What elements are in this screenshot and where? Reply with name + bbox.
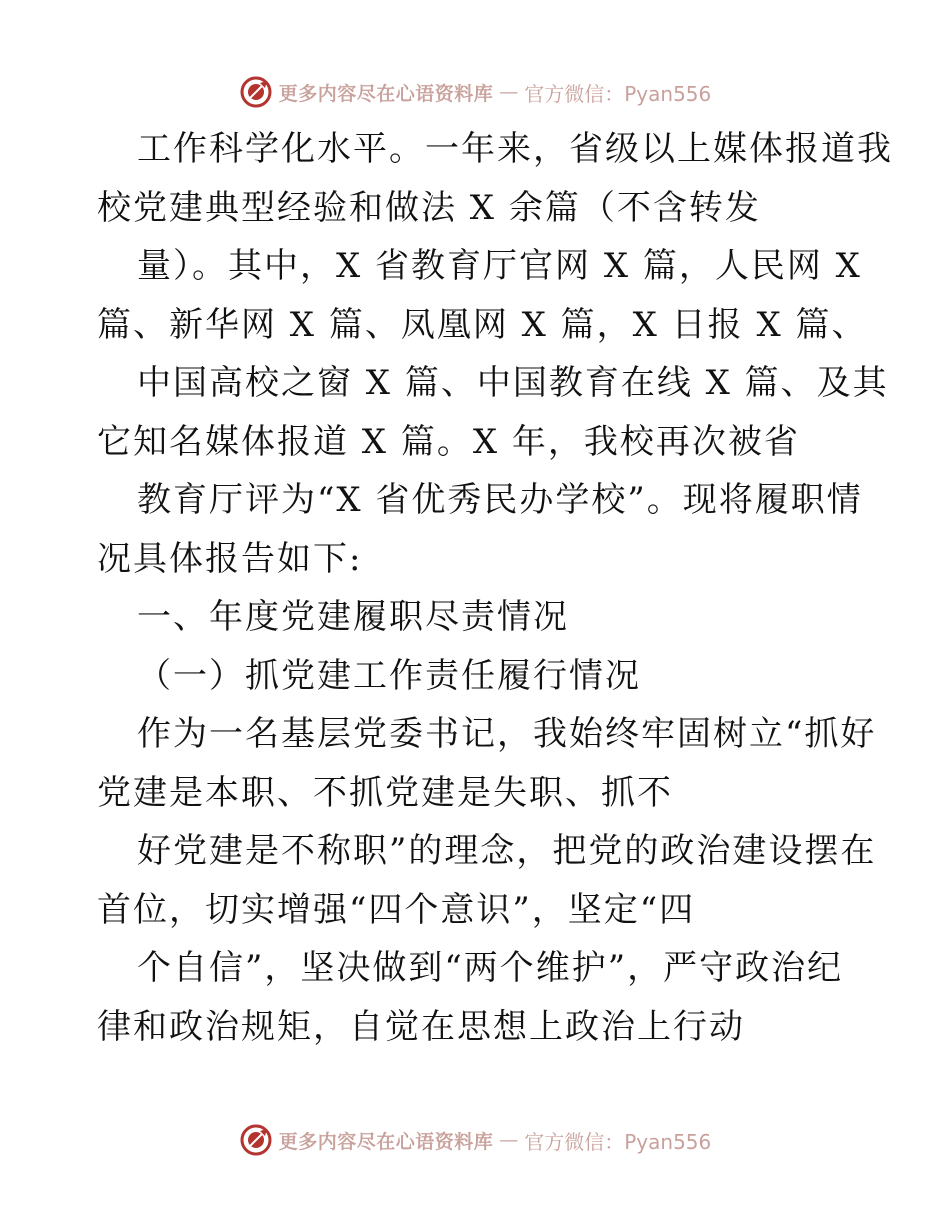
text-line: 校党建典型经验和做法 X 余篇（不含转发 [97,187,761,228]
text-line: 它知名媒体报道 X 篇。X 年，我校再次被省 [97,421,800,462]
header-watermark [0,72,950,112]
text-line: 中国高校之窗 X 篇、中国教育在线 X 篇、及其 [137,363,889,403]
watermark-separator: — [499,1129,519,1151]
text-line: 教育厅评为“X 省优秀民办学校”。现将履职情 [137,480,863,520]
text-line: 篇、新华网 X 篇、凤凰网 X 篇，X 日报 X 篇、 [97,304,868,345]
text-line: 好党建是不称职”的理念，把党的政治建设摆在 [137,831,877,871]
text-line: 工作科学化水平。一年来，省级以上媒体报道我 [137,129,893,169]
watermark-text: 更多内容尽在心语资料库 [278,82,494,105]
text-line: 况具体报告如下: [97,538,363,579]
brand-logo-icon [239,75,273,109]
text-line: 律和政治规矩，自觉在思想上政治上行动 [97,1006,745,1047]
subsection-heading: （一）抓党建工作责任履行情况 [137,655,641,696]
watermark-suffix: 官方微信：Pyan556 [524,81,712,106]
text-line: 首位，切实增强“四个意识”，坚定“四 [97,889,696,930]
document-body [97,120,893,1056]
watermark-separator: — [499,81,519,103]
footer-watermark [0,1120,950,1160]
watermark-text: 更多内容尽在心语资料库 [278,1130,494,1153]
text-line: 量）。其中，X 省教育厅官网 X 篇，人民网 X [137,246,862,286]
section-heading: 一、年度党建履职尽责情况 [137,597,569,637]
text-line: 作为一名基层党委书记，我始终牢固树立“抓好 [137,714,877,754]
text-line: 个自信”，坚决做到“两个维护”，严守政治纪 [137,948,844,988]
brand-logo-icon [239,1123,273,1157]
watermark-suffix: 官方微信：Pyan556 [524,1129,712,1154]
text-line: 党建是本职、不抓党建是失职、抓不 [97,772,673,813]
